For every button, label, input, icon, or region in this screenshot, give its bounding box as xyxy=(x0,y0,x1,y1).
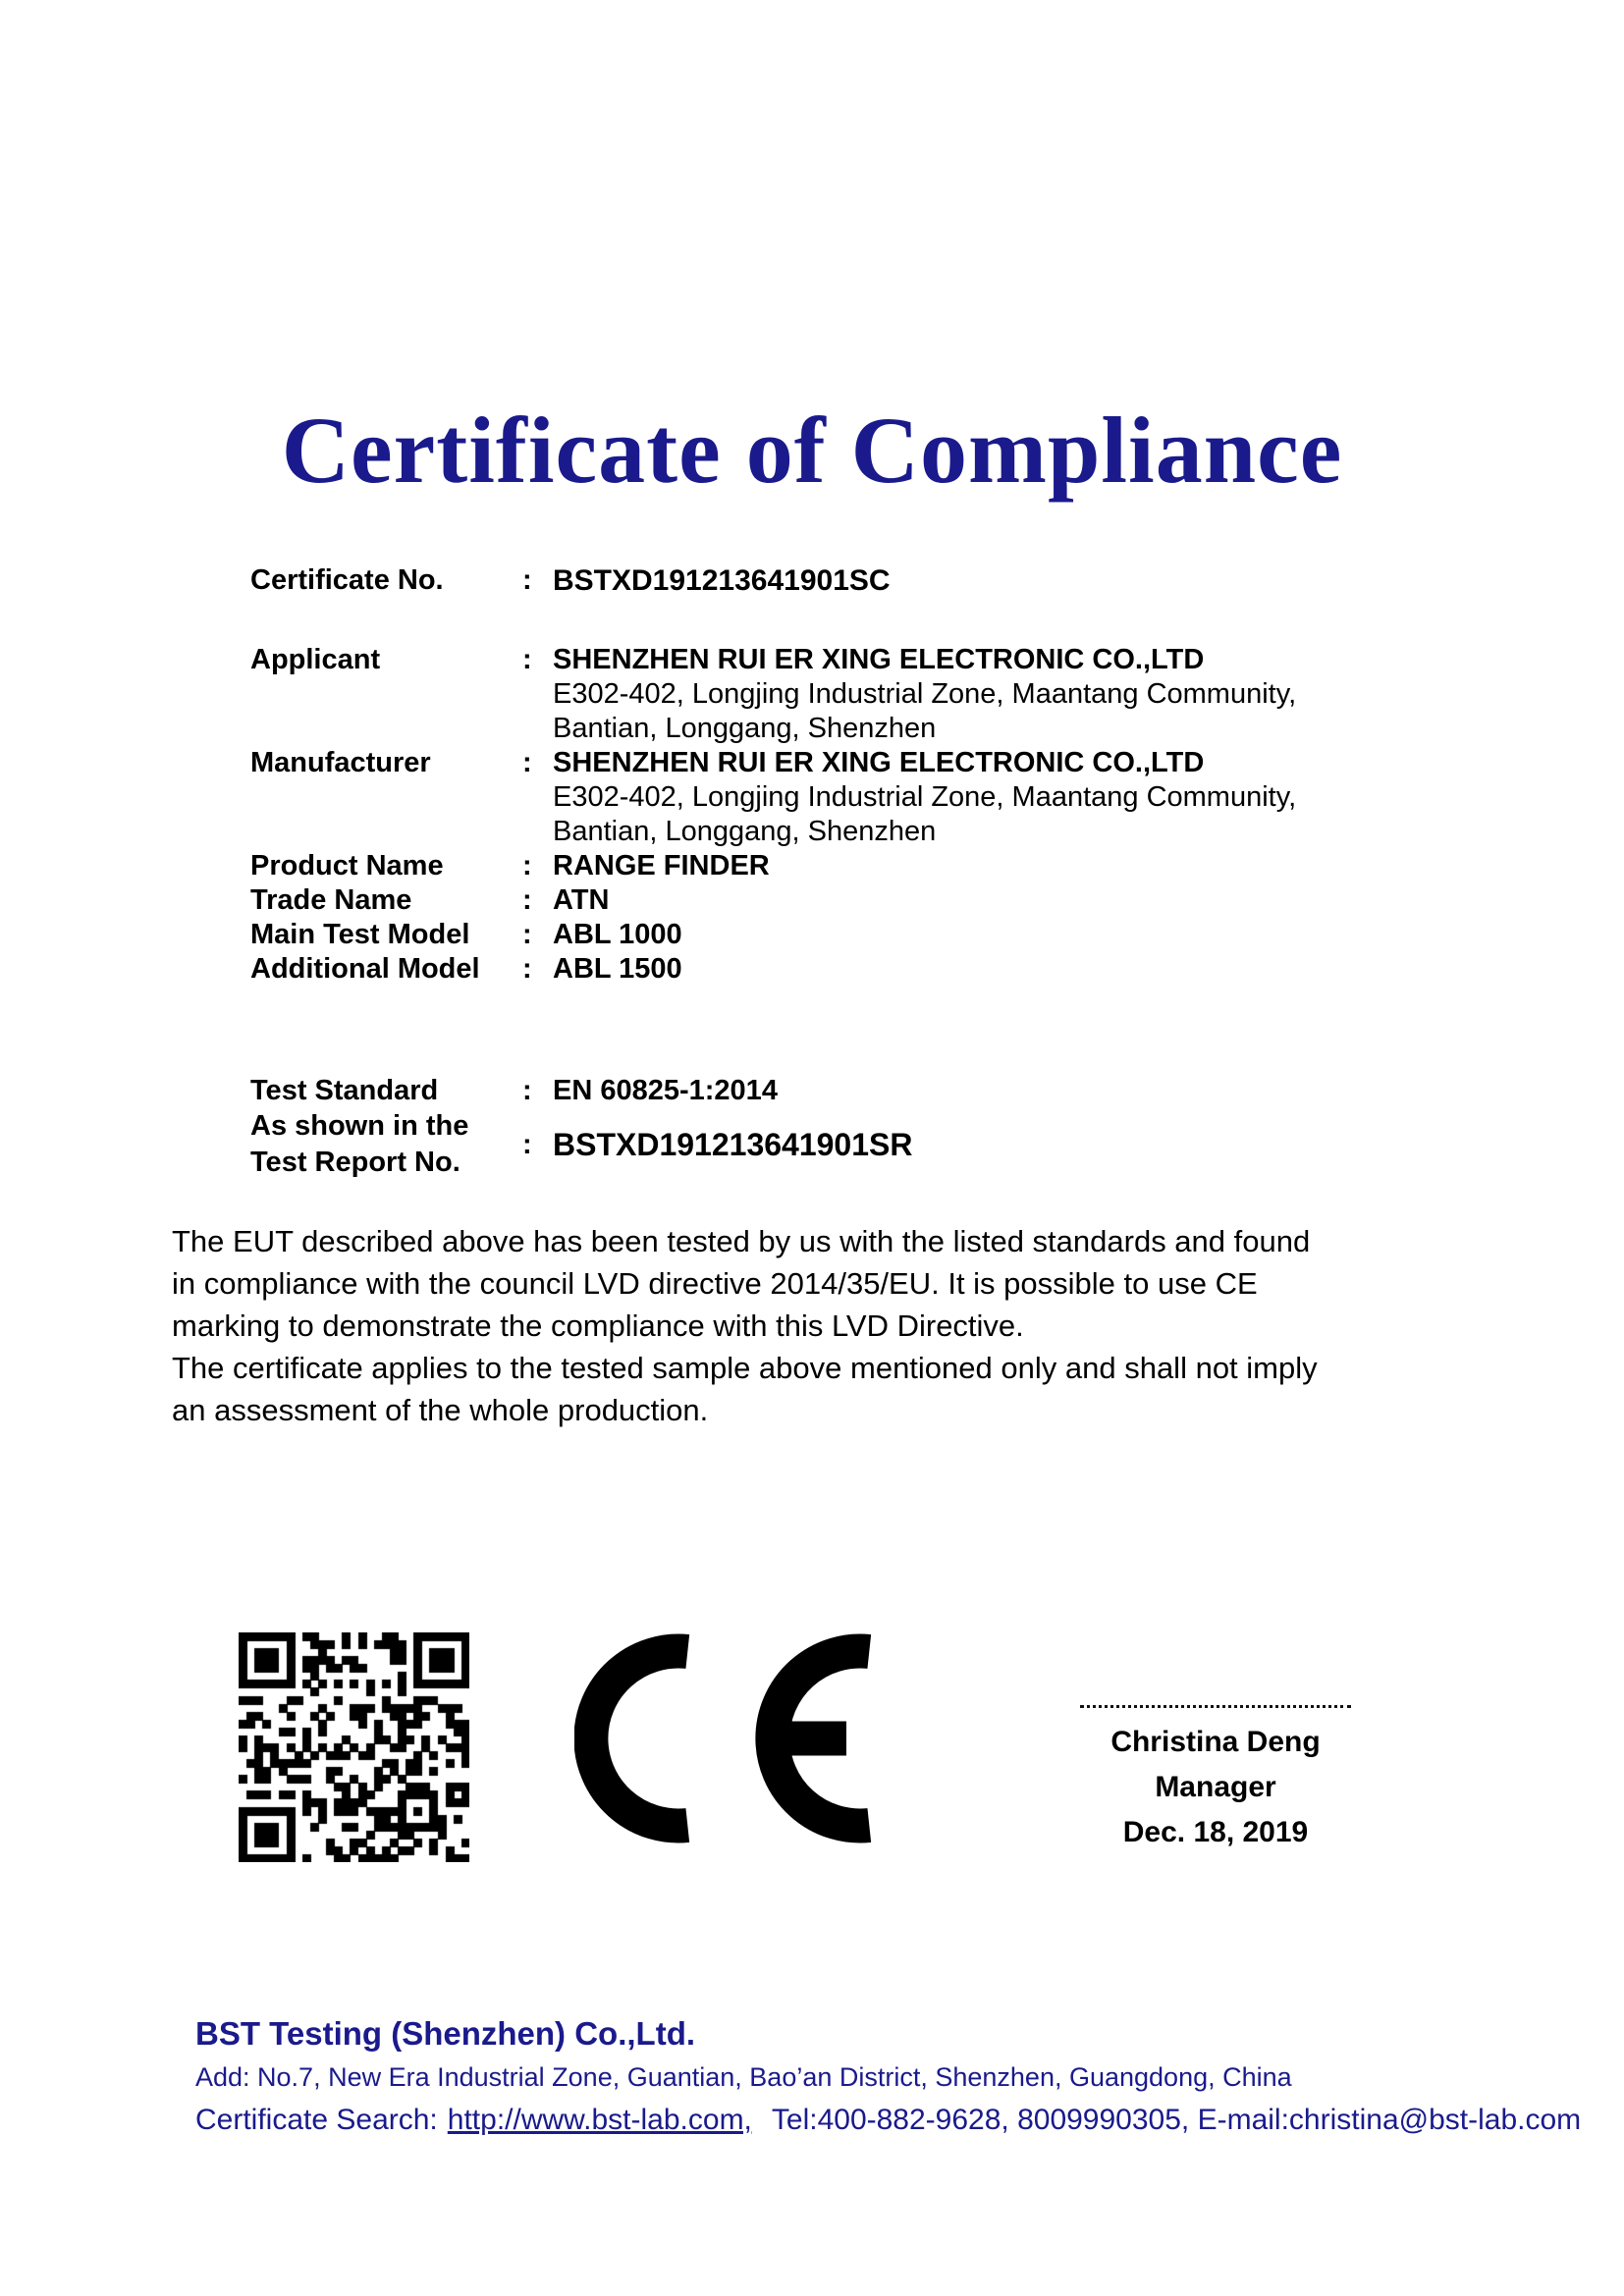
field-test-report-no xyxy=(250,1108,1296,1181)
signature-block xyxy=(1080,1705,1351,1855)
issuer-contact-info: Tel:400-882-9628, 8009990305, E-mail:christina@bst-lab.com xyxy=(771,2104,1582,2136)
certificate-search-label: Certificate Search: xyxy=(195,2104,438,2136)
field-label: Test Standard xyxy=(250,1075,439,1106)
applicant-address-line2: Bantian, Longgang, Shenzhen xyxy=(553,713,937,744)
certificate-search-link[interactable]: http://www.bst-lab.com, xyxy=(447,2104,752,2136)
trade-name-value: ATN xyxy=(553,884,610,916)
field-colon: : xyxy=(522,850,532,881)
field-label-line1: As shown in the xyxy=(250,1110,469,1142)
field-label xyxy=(250,1108,522,1181)
test-report-number-value: BSTXD191213641901SR xyxy=(553,1126,913,1162)
main-test-model-value: ABL 1000 xyxy=(553,919,682,950)
field-colon: : xyxy=(522,644,532,675)
field-colon: : xyxy=(522,1128,532,1160)
certificate-number-value: BSTXD191213641901SC xyxy=(553,564,891,597)
field-colon: : xyxy=(522,564,532,596)
applicant-address-line1: E302-402, Longjing Industrial Zone, Maantang Community, xyxy=(553,678,1297,710)
ce-mark-icon xyxy=(574,1633,875,1843)
field-label-line2: Test Report No. xyxy=(250,1147,460,1178)
signature-dotted-line xyxy=(1080,1705,1351,1708)
statement-line: in compliance with the council LVD directive 2014/35/EU. It is possible to use CE xyxy=(172,1266,1258,1301)
statement-line: The EUT described above has been tested by us with the listed standards and found xyxy=(172,1224,1311,1258)
issuer-company-name: BST Testing (Shenzhen) Co.,Ltd. xyxy=(195,2015,696,2052)
test-standard-value: EN 60825-1:2014 xyxy=(553,1075,778,1106)
field-label: Product Name xyxy=(250,850,444,881)
field-applicant xyxy=(250,643,1296,746)
field-additional-model xyxy=(250,952,1296,987)
applicant-company: SHENZHEN RUI ER XING ELECTRONIC CO.,LTD xyxy=(553,644,1205,675)
issuer-footer xyxy=(195,2014,1581,2138)
signatory-title: Manager xyxy=(1155,1771,1276,1803)
statement-line: an assessment of the whole production. xyxy=(172,1393,709,1427)
signatory-name: Christina Deng xyxy=(1110,1726,1321,1758)
applicant-value-block xyxy=(553,643,1296,746)
product-name-value: RANGE FINDER xyxy=(553,850,770,881)
manufacturer-address-line2: Bantian, Longgang, Shenzhen xyxy=(553,816,937,847)
issuer-address: Add: No.7, New Era Industrial Zone, Guantian, Bao’an District, Shenzhen, Guangdong, China xyxy=(195,2062,1292,2092)
field-test-standard xyxy=(250,1074,1296,1108)
manufacturer-company: SHENZHEN RUI ER XING ELECTRONIC CO.,LTD xyxy=(553,747,1205,778)
certificate-search-line xyxy=(195,2103,1581,2138)
field-label: Manufacturer xyxy=(250,747,431,778)
statement-line: The certificate applies to the tested sample above mentioned only and shall not imply xyxy=(172,1351,1318,1385)
field-colon: : xyxy=(522,919,532,950)
additional-model-value: ABL 1500 xyxy=(553,953,682,985)
statement-line: marking to demonstrate the compliance with this LVD Directive. xyxy=(172,1308,1024,1343)
field-manufacturer xyxy=(250,746,1296,849)
page-title: Certificate of Compliance xyxy=(281,398,1343,503)
field-colon: : xyxy=(522,1075,532,1106)
field-label: Main Test Model xyxy=(250,919,470,950)
manufacturer-address-line1: E302-402, Longjing Industrial Zone, Maantang Community, xyxy=(553,781,1297,813)
qr-code xyxy=(239,1632,469,1862)
field-trade-name xyxy=(250,883,1296,918)
field-label: Applicant xyxy=(250,644,381,675)
field-certificate-no xyxy=(250,563,1296,598)
certificate-fields xyxy=(250,563,1296,1181)
field-label: Certificate No. xyxy=(250,564,444,596)
manufacturer-value-block xyxy=(553,746,1296,849)
signature-date: Dec. 18, 2019 xyxy=(1122,1816,1309,1848)
field-colon: : xyxy=(522,884,532,916)
field-label: Trade Name xyxy=(250,884,412,916)
field-colon: : xyxy=(522,747,532,778)
field-label: Additional Model xyxy=(250,953,480,985)
statement-paragraph xyxy=(172,1220,1318,1431)
field-main-test-model xyxy=(250,918,1296,952)
field-product-name xyxy=(250,849,1296,883)
field-colon: : xyxy=(522,953,532,985)
